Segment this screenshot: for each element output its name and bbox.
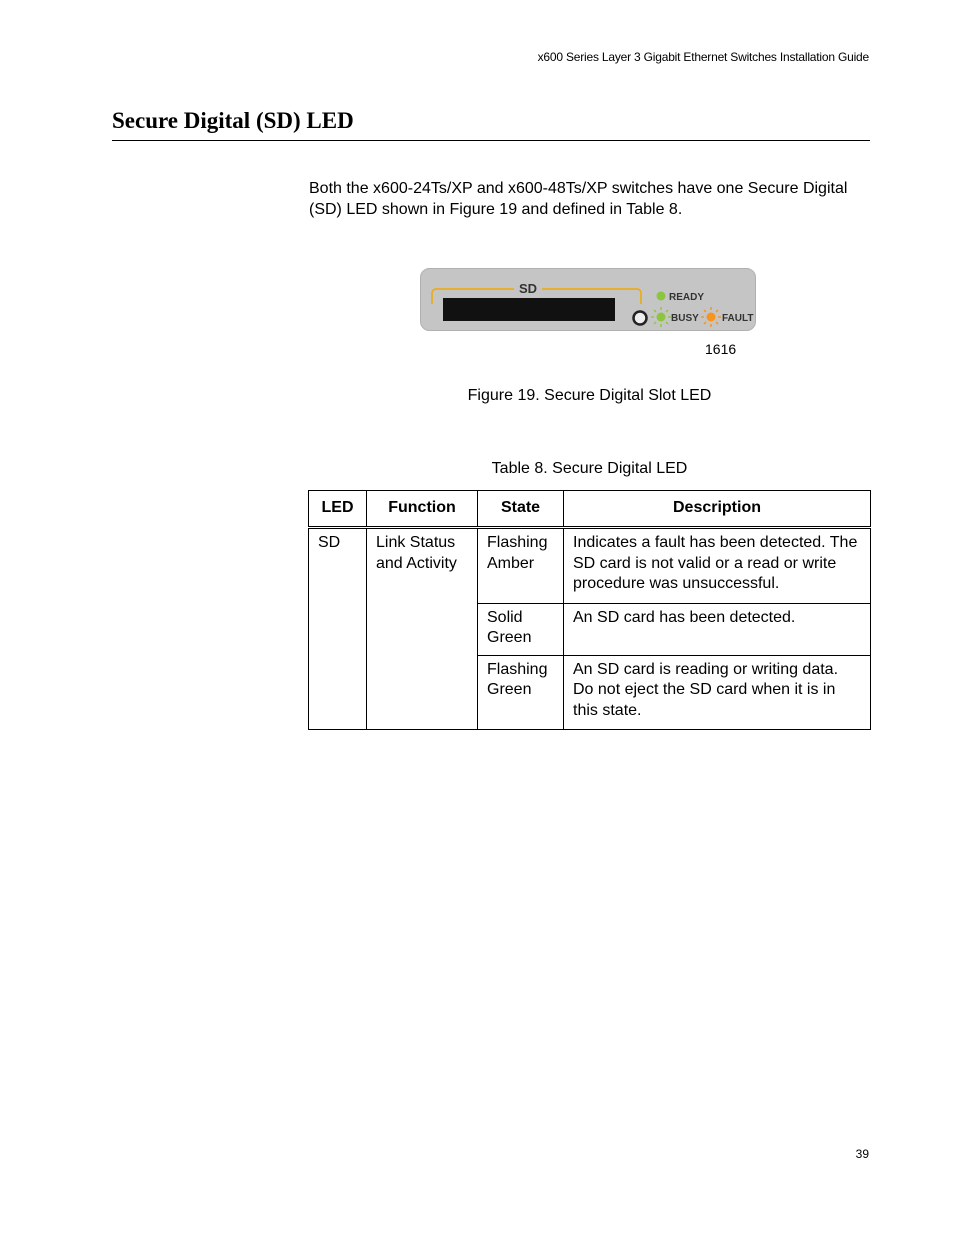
cell-state: Flashing Green <box>478 655 564 730</box>
cell-description: An SD card is reading or writing data. Do not eject the SD card when it is in this state. <box>564 655 871 730</box>
busy-led-icon <box>651 307 671 327</box>
ready-led-label: READY <box>669 292 705 303</box>
cell-led: SD <box>309 528 367 730</box>
cell-function: Link Status and Activity <box>367 528 478 730</box>
eject-button-icon <box>634 312 647 325</box>
table-row <box>309 528 871 604</box>
figure-number: 1616 <box>705 341 737 357</box>
running-header: x600 Series Layer 3 Gigabit Ethernet Switches Installation Guide <box>537 50 869 64</box>
fault-led-icon <box>701 307 721 327</box>
busy-led-label: BUSY <box>671 313 699 324</box>
fault-led-label: FAULT <box>722 313 754 324</box>
sd-slot-label: SD <box>518 281 538 296</box>
title-rule <box>112 140 870 141</box>
section-title: Secure Digital (SD) LED <box>112 108 354 133</box>
figure-caption: Figure 19. Secure Digital Slot LED <box>467 387 712 404</box>
ready-led-icon <box>657 292 666 301</box>
intro-paragraph: Both the x600-24Ts/XP and x600-48Ts/XP switches have one Secure Digital (SD) LED shown in Figure 19 and defined in Table 8. <box>309 180 848 218</box>
cell-state: Flashing Amber <box>478 528 564 604</box>
header-function: Function <box>367 491 478 528</box>
cell-state: Solid Green <box>478 603 564 655</box>
sd-led-table <box>308 490 871 730</box>
table-header-row <box>309 491 871 528</box>
header-description: Description <box>564 491 871 528</box>
sd-card-slot <box>443 298 615 321</box>
header-state: State <box>478 491 564 528</box>
cell-description: Indicates a fault has been detected. The SD card is not valid or a read or write procedure was unsuccessful. <box>564 528 871 604</box>
cell-description: An SD card has been detected. <box>564 603 871 655</box>
sd-panel-illustration <box>420 268 756 338</box>
table-caption: Table 8. Secure Digital LED <box>491 460 688 477</box>
header-led: LED <box>309 491 367 528</box>
page-number: 39 <box>855 1147 869 1161</box>
